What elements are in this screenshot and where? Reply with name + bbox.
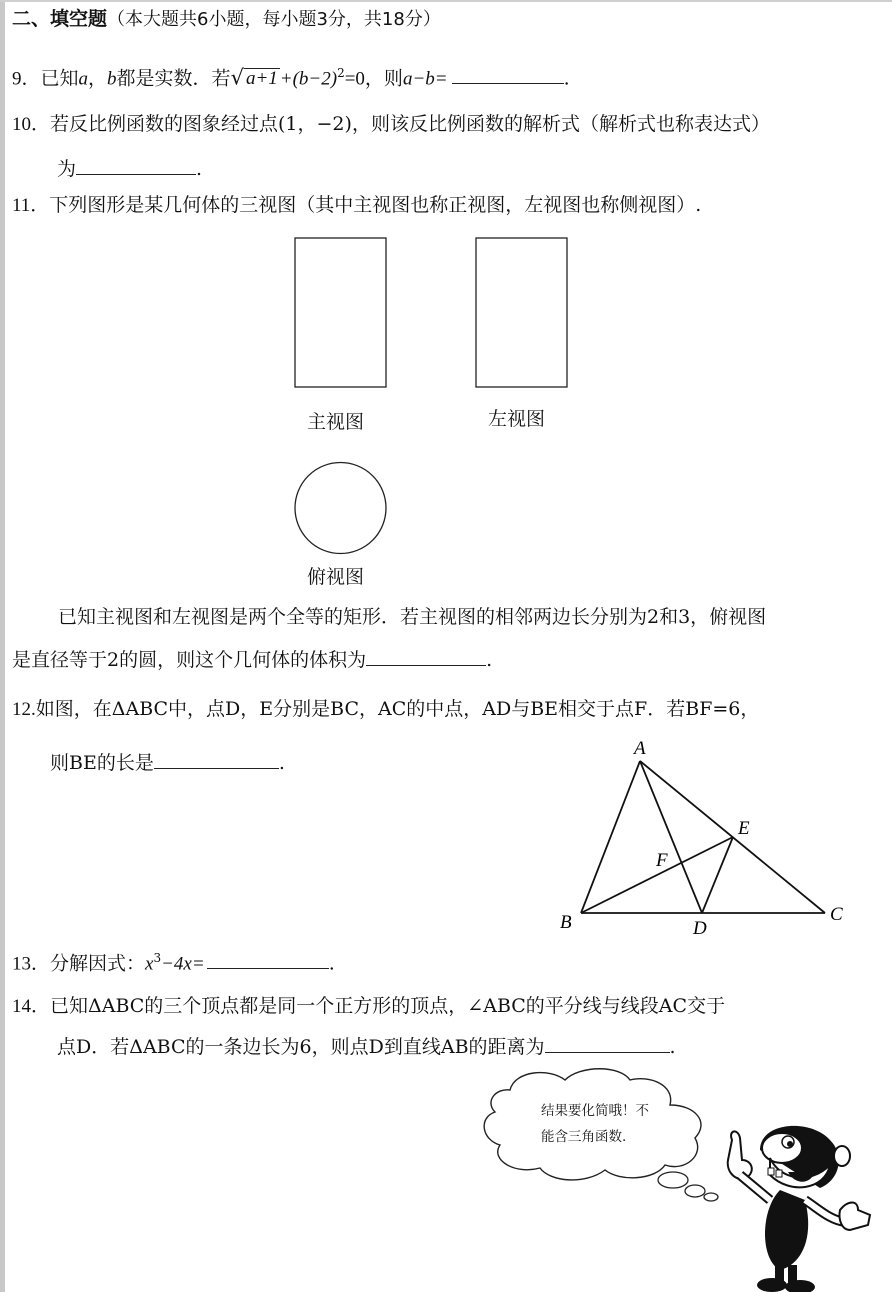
cartoon-illustration xyxy=(470,1060,892,1292)
question-number: 10． xyxy=(12,114,51,135)
question-text: 若反比例函数的图象经过点(1，−2)，则该反比例函数的解析式（解析式也称表达式） xyxy=(50,113,770,135)
question-text: 则BE的长是 xyxy=(50,752,154,774)
exponent: 3 xyxy=(153,951,162,965)
label-A: A xyxy=(634,738,646,759)
question-text: 是直径等于2的圆，则这个几何体的体积为 xyxy=(12,649,367,671)
period: . xyxy=(486,649,493,671)
period: . xyxy=(196,158,203,180)
three-view-figure xyxy=(0,0,892,600)
left-view-caption: 左视图 xyxy=(488,408,546,430)
expression: a−b= xyxy=(402,68,448,90)
question-11-para-1 xyxy=(58,605,766,629)
segment-BE xyxy=(581,837,733,913)
sqrt-expression: a+1 xyxy=(245,68,278,90)
section-title: 二、填空题 xyxy=(12,8,108,30)
top-view-circle xyxy=(295,463,386,554)
question-text: 下列图形是某几何体的三视图（其中主视图也称正视图，左视图也称侧视图）. xyxy=(49,194,702,216)
question-12-line-2 xyxy=(50,750,285,775)
question-text: 如图，在ΔABC中，点D，E分别是BC，AC的中点，AD与BE相交于点F．若BF=6， xyxy=(35,698,760,720)
segment-DE xyxy=(702,837,733,913)
question-11-para-2 xyxy=(12,647,492,672)
answer-blank-11[interactable] xyxy=(366,647,486,666)
text: 为 xyxy=(57,158,77,180)
var-a: a xyxy=(78,68,89,90)
period: . xyxy=(278,752,285,774)
text: 分解因式： xyxy=(50,952,146,975)
top-view-caption: 俯视图 xyxy=(307,566,365,588)
expression: −4x= xyxy=(161,953,205,975)
left-view-rectangle xyxy=(476,238,567,387)
text: ， xyxy=(88,67,108,90)
segment-AB xyxy=(581,761,640,913)
label-F: F xyxy=(656,850,668,871)
label-D: D xyxy=(693,918,707,939)
section-subtitle: （本大题共6小题，每小题3分，共18分） xyxy=(107,9,441,30)
answer-blank-13[interactable] xyxy=(207,950,329,969)
question-14-line-1 xyxy=(12,994,725,1019)
bubble-line-2: 能含三角函数. xyxy=(541,1129,627,1145)
period: . xyxy=(328,952,335,975)
label-B: B xyxy=(560,912,572,933)
segment-AD xyxy=(640,761,702,913)
label-E: E xyxy=(738,818,750,839)
question-13 xyxy=(12,946,335,976)
bubble-dot-2 xyxy=(685,1185,705,1197)
bubble-text xyxy=(541,1098,649,1150)
question-12-line-1 xyxy=(12,697,759,722)
question-number: 11． xyxy=(12,195,50,216)
question-number: 14． xyxy=(12,996,51,1017)
var-b: b xyxy=(107,68,117,90)
text: 都是实数．若 xyxy=(116,67,231,90)
label-C: C xyxy=(830,904,843,925)
bubble-dot-1 xyxy=(658,1172,688,1188)
triangle-figure xyxy=(550,730,870,940)
question-text: 点D．若ΔABC的一条边长为6，则点D到直线AB的距离为 xyxy=(57,1036,545,1058)
period: . xyxy=(563,67,570,90)
front-view-caption: 主视图 xyxy=(307,411,365,433)
question-14-line-2 xyxy=(57,1034,676,1059)
question-number: 12. xyxy=(12,699,36,720)
text: =0，则 xyxy=(344,68,403,90)
question-number: 9． xyxy=(12,68,41,90)
front-view-rectangle xyxy=(295,238,386,387)
var-x: x xyxy=(145,953,154,975)
cartoon-character xyxy=(728,1126,870,1292)
exponent: 2 xyxy=(337,66,345,80)
radical-sign: √ xyxy=(230,65,244,90)
period: . xyxy=(669,1036,676,1058)
question-text: 已知主视图和左视图是两个全等的矩形．若主视图的相邻两边长分别为2和3，俯视图 xyxy=(58,606,767,628)
answer-blank-12[interactable] xyxy=(154,750,279,769)
bubble-dot-3 xyxy=(704,1193,718,1201)
text: 已知 xyxy=(40,67,79,90)
bubble-line-1: 结果要化简哦！不 xyxy=(541,1103,649,1119)
question-number: 13． xyxy=(12,953,51,975)
question-text: 已知ΔABC的三个顶点都是同一个正方形的顶点，∠ABC的平分线与线段AC交于 xyxy=(50,995,726,1017)
expression: +(b−2) xyxy=(279,68,338,90)
answer-blank-14[interactable] xyxy=(545,1034,670,1053)
